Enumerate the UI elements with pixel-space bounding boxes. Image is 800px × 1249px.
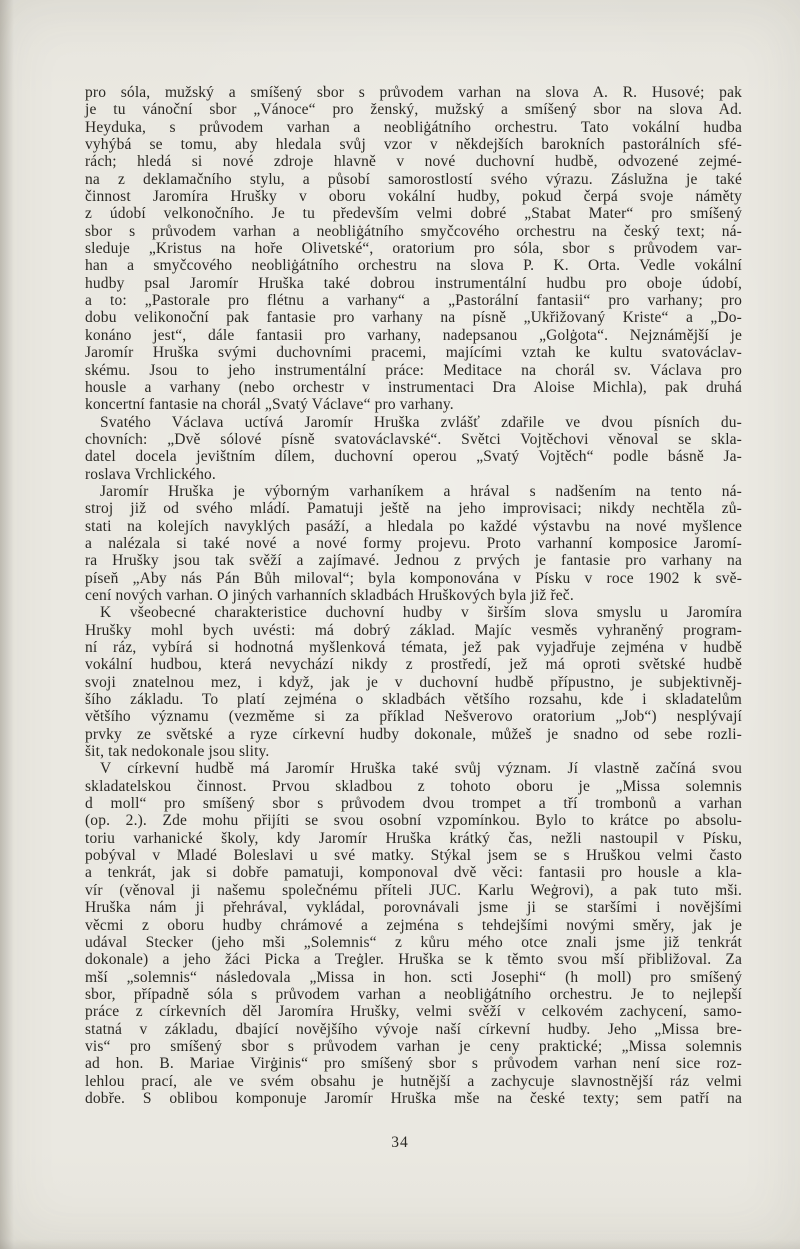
- text-line: věcmi z oboru hudby chrámové a zejména s tehdejšími novými směry, jak je: [85, 916, 742, 934]
- paragraph: [85, 414, 742, 483]
- text-line: sbor, případně sóla s průvodem varhan a neobliġátního orchestru. Je to nejlepší: [85, 985, 742, 1003]
- text-line: rách; hledá si nové zdroje hlavně v nové duchovní hudbě, odvozené zejmé-: [85, 153, 742, 171]
- text-line: pobýval v Mladé Boleslavi u své matky. Stýkal jsem se s Hruškou velmi často: [85, 847, 742, 865]
- text-line: vis“ pro smíšený sbor s průvodem varhan je ceny praktické; „Missa solemnis: [85, 1037, 742, 1055]
- text-line: a nalézala si také nové a nové formy projevu. Proto varhanní komposice Jaromí-: [85, 534, 742, 552]
- text-line: pro sóla, mužský a smíšený sbor s průvodem varhan na slova A. R. Husové; pak: [85, 84, 742, 101]
- text-line: Hrušky mohl bych uvésti: má dobrý základ. Majíc vesměs vyhraněný program-: [85, 621, 742, 639]
- text-line: lehlou prací, ale ve svém obsahu je hutnější a zachycuje slavnostnější ráz velmi: [85, 1072, 742, 1090]
- text-line: dokonale) a jeho žáci Picka a Treġler. Hruška se k těmto svou mší přibližoval. Za: [85, 951, 742, 969]
- text-line: chovních: „Dvě sólové písně svatováclavské“. Světci Vojtěchovi věnoval se skla-: [85, 430, 742, 448]
- text-line: ad hon. B. Mariae Virġinis“ pro smíšený sbor s průvodem varhan není sice roz-: [85, 1055, 742, 1073]
- text-line: svoji znatelnou mez, i když, jak je v duchovní hudbě přípustno, je subjektivněj-: [85, 673, 742, 691]
- text-line: toriu varhanické školy, kdy Jaromír Hruška krátký čas, nežli nastoupil v Písku,: [85, 829, 742, 847]
- text-block: [85, 84, 742, 1107]
- text-line: skému. Jsou to jeho instrumentální práce: Meditace na chorál sv. Václava pro: [85, 361, 742, 379]
- text-line: sleduje „Kristus na hoře Olivetské“, oratorium pro sóla, sbor s průvodem var-: [85, 240, 742, 258]
- text-line: a tenkrát, jak si dobře pamatuji, komponoval dvě věci: fantasii pro housle a kla-: [85, 864, 742, 882]
- text-line: cení nových varhan. O jiných varhanních skladbách Hruškových byla již řeč.: [85, 586, 574, 604]
- text-line: z údobí velkonočního. Je tu především velmi dobré „Stabat Mater“ pro smíšený: [85, 205, 742, 223]
- text-line: šího základu. To platí zejména o skladbách většího rozsahu, kde i skladatelům: [85, 691, 742, 709]
- text-line: (op. 2.). Zde mohu přijíti se svou osobní vzpomínkou. Bylo to krátce po absolu-: [85, 812, 742, 830]
- text-line: Svatého Václava uctívá Jaromír Hruška zvlášť zdařile ve dvou písních du-: [100, 413, 742, 431]
- text-line: mší „solemnis“ následovala „Missa in hon. scti Josephi“ (h moll) pro smíšený: [85, 968, 742, 986]
- text-line: koncertní fantasie na chorál „Svatý Václave“ pro varhany.: [85, 396, 454, 414]
- page-left-edge-shadow: [0, 0, 14, 1249]
- text-line: stati na kolejích navyklých pasáží, a hledala po každé výstavbu na nové myšlence: [85, 517, 742, 535]
- text-line: dobře. S oblibou komponuje Jaromír Hruška mše na české texty; sem patří na: [85, 1089, 742, 1107]
- text-line: roslava Vrchlického.: [85, 465, 216, 483]
- text-line: práce z církevních děl Jaromíra Hrušky, velmi svěží v celkovém zachycení, samo-: [85, 1003, 742, 1021]
- text-line: a to: „Pastorale pro flétnu a varhany“ a „Pastorální fantasii“ pro varhany; pro: [85, 292, 742, 310]
- paragraph: [85, 760, 742, 1107]
- text-line: šit, tak nedokonale jsou slity.: [85, 743, 270, 761]
- paragraph: [85, 604, 742, 760]
- text-line: Heyduka, s průvodem varhan a neobliġátního orchestru. Tato vokální hudba: [85, 118, 742, 136]
- text-line: vyhýbá se tomu, aby hledala svůj vzor v někdejších barokních pastorálních sfé-: [85, 136, 742, 154]
- text-line: dobu velikonoční pak fantasie pro varhany na písně „Ukřižovaný Kriste“ a „Do-: [85, 309, 742, 327]
- text-line: hudby psal Jaromír Hruška také dobrou instrumentální hudbu pro oboje údobí,: [85, 274, 742, 292]
- text-line: ní ráz, vybírá si hodnotná myšlenková témata, jež pak vyjadřuje zejména v hudbě: [85, 639, 742, 656]
- text-line: sbor s průvodem varhan a neobliġátního smyčcového orchestru na český text; ná-: [85, 222, 742, 240]
- text-line: vokální hudbou, která nevychází nikdy z prostředí, jež má oproti světské hudbě: [85, 656, 742, 674]
- text-line: konáno jest“, dále fantasii pro varhany, nadepsanou „Golġota“. Nejznámější je: [85, 326, 742, 344]
- text-line: d moll“ pro smíšený sbor s průvodem dvou trompet a tří trombonů a varhan: [85, 795, 742, 813]
- text-line: ra Hrušky jsou tak svěží a zajímavé. Jednou z prvých je fantasie pro varhany na: [85, 552, 742, 570]
- text-line: V církevní hudbě má Jaromír Hruška také svůj význam. Jí vlastně začíná svou: [100, 760, 742, 778]
- text-line: činnost Jaromíra Hrušky v oboru vokální hudby, pokud čerpá svoje náměty: [85, 188, 742, 206]
- text-line: skladatelskou činnost. Prvou skladbou z tohoto oboru je „Missa solemnis: [85, 777, 742, 795]
- text-line: Jaromír Hruška svými duchovními pracemi, majícími vztah ke kultu svatováclav-: [85, 344, 742, 362]
- text-line: Hruška nám ji přehrával, vykládal, porovnávali jsme ji se staršími i novějšími: [85, 899, 742, 917]
- paragraph: [85, 483, 742, 604]
- text-line: K všeobecné charakteristice duchovní hudby v širším slova smyslu u Jaromíra: [100, 604, 742, 622]
- text-line: prvky ze světské a ryze církevní hudby dokonale, můžeš je snadno od sebe rozli-: [85, 725, 742, 743]
- text-line: na z deklamačního stylu, a působí samorostlostí svého výrazu. Záslužna je také: [85, 170, 742, 188]
- text-line: udával Stecker (jeho mši „Solemnis“ z kůru mého otce znali jsme již tenkrát: [85, 933, 742, 951]
- text-line: Jaromír Hruška je výborným varhaníkem a hrával s nadšením na tento ná-: [100, 482, 742, 500]
- text-line: housle a varhany (nebo orchestr v instrumentaci Dra Aloise Michla), pak druhá: [85, 378, 742, 396]
- page-bottom-edge-shadow: [0, 1239, 800, 1249]
- text-line: vír (věnoval ji našemu společnému příteli JUC. Karlu Weġrovi), a pak tuto mši.: [85, 881, 742, 899]
- text-line: většího významu (vezměme si za příklad Nešverovo oratorium „Job“) nesplývají: [85, 708, 742, 726]
- text-line: han a smyčcového neobliġátního orchestru na slova P. K. Orta. Vedle vokální: [85, 257, 742, 275]
- page-number: 34: [391, 1134, 409, 1151]
- text-line: je tu vánoční sbor „Vánoce“ pro ženský, mužský a smíšený sbor na slova Ad.: [85, 101, 742, 119]
- text-line: stroj již od svého mládí. Pamatuji ještě na jeho improvisaci; nikdy nechtěla zů-: [85, 500, 742, 518]
- text-line: datel docela jevištním dílem, duchovní operou „Svatý Vojtěch“ podle básně Ja-: [85, 448, 742, 466]
- text-line: píseň „Aby nás Pán Bůh miloval“; byla komponována v Písku v roce 1902 k svě-: [85, 569, 742, 587]
- paragraph: [85, 84, 742, 414]
- text-line: statná v základu, dbající novějšího vývoje naší církevní hudby. Jeho „Missa bre-: [85, 1020, 742, 1038]
